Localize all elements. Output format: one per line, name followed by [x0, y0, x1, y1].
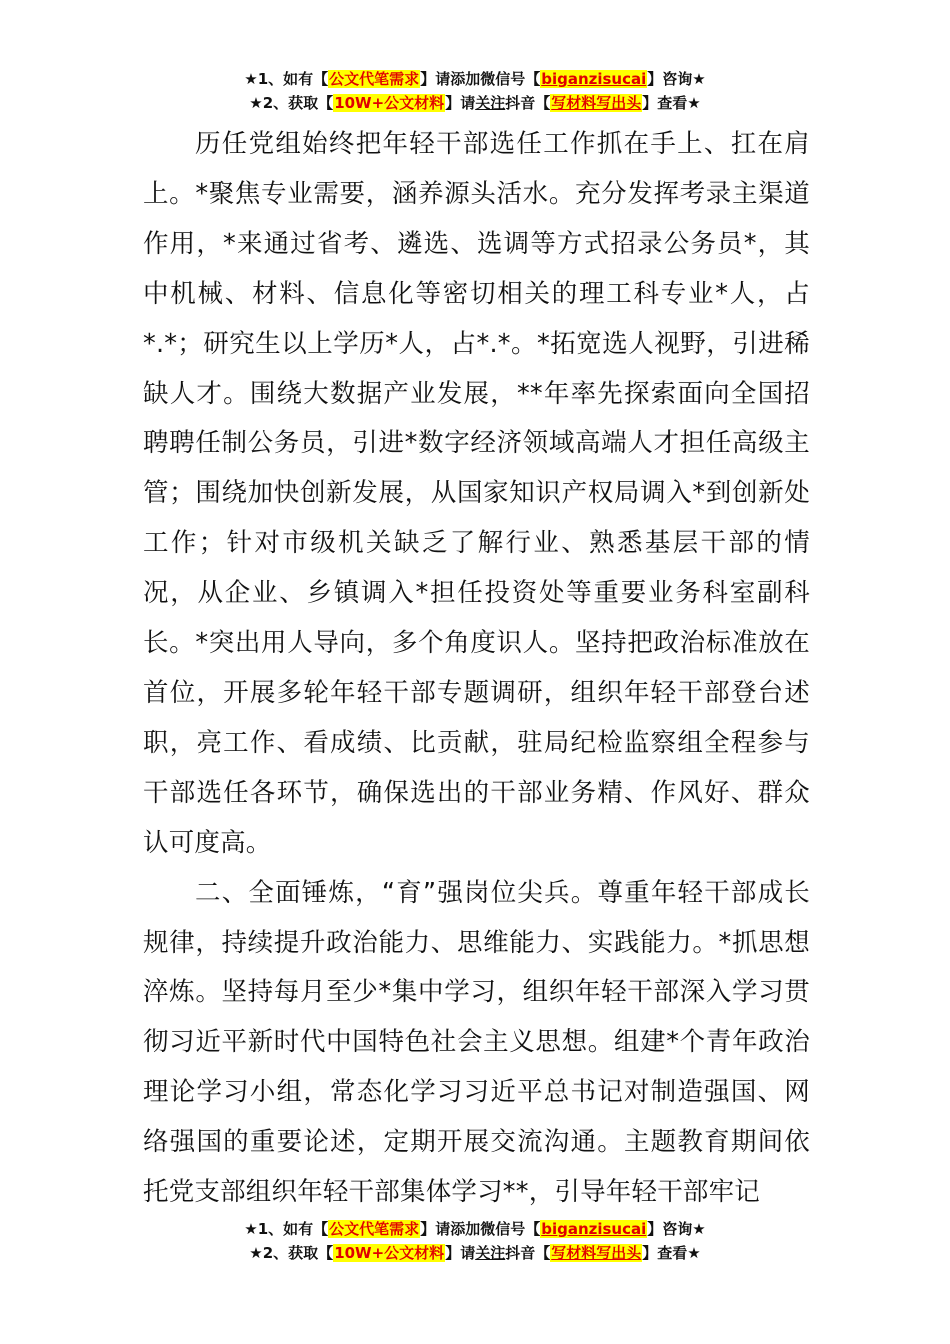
douyin-account-link[interactable]: 写材料写出头: [551, 94, 642, 112]
promo-text: ★1、如有【: [244, 1220, 329, 1238]
promo-banner-bottom: [0, 1217, 950, 1265]
wechat-id-link[interactable]: biganzisucai: [541, 1220, 647, 1238]
promo-text: 抖音【: [505, 1244, 551, 1262]
promo-line-1: [0, 1217, 950, 1241]
follow-text: 关注: [475, 1244, 506, 1262]
promo-text: 】咨询★: [647, 70, 706, 88]
service-highlight: 公文代笔需求: [329, 70, 420, 88]
document-body: [143, 120, 810, 1218]
promo-line-2: [0, 91, 950, 115]
promo-banner-top: [0, 67, 950, 115]
service-highlight: 公文代笔需求: [329, 1220, 420, 1238]
promo-line-1: [0, 67, 950, 91]
promo-text: ★2、获取【: [249, 1244, 334, 1262]
promo-line-2: [0, 1241, 950, 1265]
promo-text: 】请: [445, 94, 476, 112]
paragraph-2: 二、全面锤炼，“育”强岗位尖兵。尊重年轻干部成长规律，持续提升政治能力、思维能力、实践能力。*抓思想淬炼。坚持每月至少*集中学习，组织年轻干部深入学习贯彻习近平新时代中国特色社会主义思想。组建*个青年政治理论学习小组，常态化学习习近平总书记对制造强国、网络强国的重要论述，定期开展交流沟通。主题教育期间依托党支部组织年轻干部集体学习**，引导年轻干部牢记: [143, 877, 810, 1208]
promo-text: 抖音【: [505, 94, 551, 112]
promo-text: ★2、获取【: [249, 94, 334, 112]
promo-text: 】请添加微信号【: [420, 70, 541, 88]
promo-text: 】咨询★: [647, 1220, 706, 1238]
promo-text: 】请添加微信号【: [420, 1220, 541, 1238]
follow-text: 关注: [475, 94, 506, 112]
promo-text: ★1、如有【: [244, 70, 329, 88]
promo-text: 】请: [445, 1244, 476, 1262]
materials-highlight: 10W+公文材料: [334, 94, 445, 112]
promo-text: 】查看★: [642, 1244, 701, 1262]
materials-highlight: 10W+公文材料: [334, 1244, 445, 1262]
douyin-account-link[interactable]: 写材料写出头: [551, 1244, 642, 1262]
promo-text: 】查看★: [642, 94, 701, 112]
paragraph-1: 历任党组始终把年轻干部选任工作抓在手上、扛在肩上。*聚焦专业需要，涵养源头活水。充分发挥考录主渠道作用，*来通过省考、遴选、选调等方式招录公务员*，其中机械、材料、信息化等密切相关的理工科专业*人，占*.*；研究生以上学历*人，占*.*。*拓宽选人视野，引进稀缺人才。围绕大数据产业发展，**年率先探索面向全国招聘聘任制公务员，引进*数字经济领域高端人才担任高级主管；围绕加快创新发展，从国家知识产权局调入*到创新处工作；针对市级机关缺乏了解行业、熟悉基层干部的情况，从企业、乡镇调入*担任投资处等重要业务科室副科长。*突出用人导向，多个角度识人。坚持把政治标准放在首位，开展多轮年轻干部专题调研，组织年轻干部登台述职，亮工作、看成绩、比贡献，驻局纪检监察组全程参与干部选任各环节，确保选出的干部业务精、作风好、群众认可度高。: [143, 129, 810, 858]
wechat-id-link[interactable]: biganzisucai: [541, 70, 647, 88]
